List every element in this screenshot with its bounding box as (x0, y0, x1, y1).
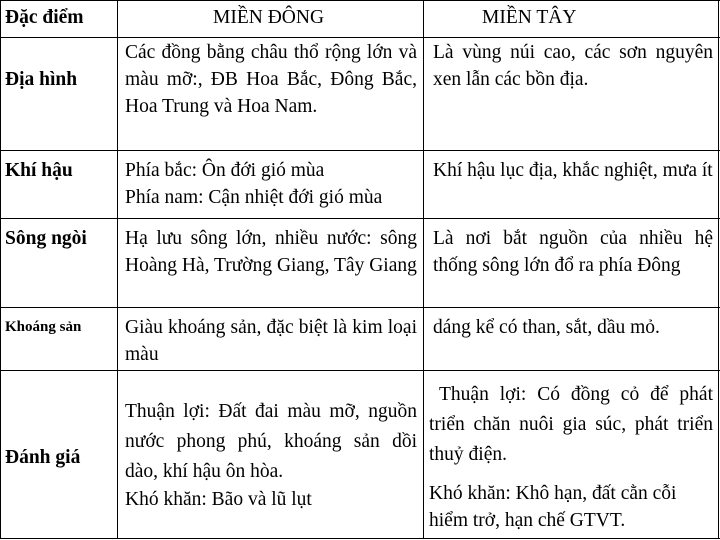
header-east: MIỀN ĐÔNG (213, 7, 325, 28)
table-border-top (0, 0, 720, 1)
terrain-west: Là vùng núi cao, các sơn nguyên xen lẫn các bồn địa. (433, 42, 713, 90)
header-criteria: Đặc điểm (5, 7, 84, 28)
column-divider (117, 0, 118, 539)
row-divider (0, 218, 720, 219)
evaluation-east-advantage: Thuận lợi: Đất đai màu mỡ, nguồn nước phong phú, khoáng sản dồi dào, khí hậu ôn hòa. (125, 401, 417, 482)
row-label-terrain: Địa hình (5, 69, 78, 90)
row-divider (0, 37, 720, 38)
table-border-left (0, 0, 1, 539)
terrain-east: Các đồng bằng châu thổ rộng lớn và màu mỡ:, ĐB Hoa Bắc, Đông Bắc, Hoa Trung và Hoa Nam. (125, 42, 417, 117)
minerals-west: dáng kể có than, sắt, dầu mỏ. (433, 317, 660, 338)
row-divider (0, 150, 720, 151)
row-label-climate: Khí hậu (5, 160, 73, 181)
row-label-rivers: Sông ngòi (5, 228, 87, 249)
table-border-right (718, 0, 719, 539)
evaluation-east-difficulty: Khó khăn: Bão và lũ lụt (125, 489, 312, 510)
row-divider (0, 370, 720, 371)
rivers-east: Hạ lưu sông lớn, nhiều nước: sông Hoàng Hà, Trường Giang, Tây Giang (125, 228, 417, 276)
evaluation-west-difficulty: Khó khăn: Khô hạn, đất cằn cỗi hiểm trở, hạn chế GTVT. (429, 483, 677, 531)
row-label-evaluation: Đánh giá (5, 447, 81, 468)
row-divider (0, 307, 720, 308)
minerals-east: Giàu khoáng sản, đặc biệt là kim loại màu (125, 317, 417, 365)
climate-east-north: Phía bắc: Ôn đới gió mùa (125, 160, 325, 181)
rivers-west: Là nơi bắt nguồn của nhiều hệ thống sông lớn đổ ra phía Đông (433, 228, 713, 276)
evaluation-west-advantage: Thuận lợi: Có đồng cỏ để phát triển chăn nuôi gia súc, phát triển thuỷ điện. (429, 384, 713, 465)
climate-east-south: Phía nam: Cận nhiệt đới gió mùa (125, 187, 383, 208)
climate-west: Khí hậu lục địa, khắc nghiệt, mưa ít (433, 160, 713, 181)
table-border-bottom (0, 538, 720, 539)
column-divider (423, 0, 424, 539)
header-west: MIỀN TÂY (482, 7, 577, 28)
row-label-minerals: Khoáng sản (5, 319, 82, 335)
